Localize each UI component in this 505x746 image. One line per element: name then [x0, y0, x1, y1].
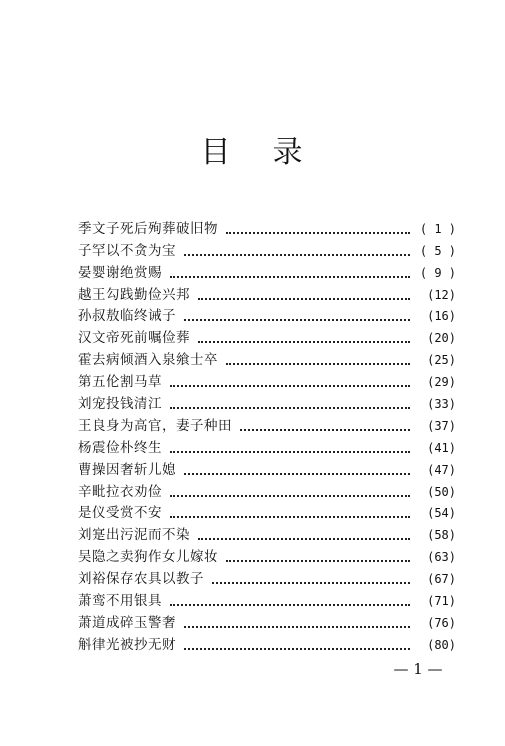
- toc-entry: [78, 501, 456, 523]
- toc-entry-page: (80): [427, 637, 456, 652]
- page-number: — 1 —: [393, 660, 443, 678]
- toc-dot-leader: [226, 560, 410, 562]
- title-char-2: 录: [272, 135, 305, 170]
- toc-entry-page: (41): [427, 440, 456, 455]
- toc-entry: [78, 391, 456, 413]
- toc-entry-page: (25): [427, 353, 456, 368]
- toc-entry-page: (12): [427, 287, 456, 302]
- toc-entry: [78, 282, 456, 304]
- toc-entry: [78, 566, 456, 588]
- toc-entry-title: 杨震俭朴终生: [78, 439, 162, 456]
- toc-entry-title: 吴隐之卖狗作女儿嫁妆: [78, 549, 218, 566]
- toc-entry-title: 曹操因奢斩儿媳: [78, 461, 176, 478]
- toc-entry: [78, 260, 456, 282]
- toc-dot-leader: [170, 407, 410, 409]
- toc-entry-title: 越王勾践勤俭兴邦: [78, 286, 190, 303]
- toc-entry-title: 刘宠投钱清江: [78, 396, 162, 413]
- page-title: [0, 136, 505, 170]
- toc-entry-page: ( 1 ): [419, 221, 456, 236]
- toc-entry-page: (20): [427, 331, 456, 346]
- toc-entry: [78, 238, 456, 260]
- toc-dot-leader: [198, 341, 410, 343]
- toc-entry-title: 斛律光被抄无财: [78, 636, 176, 653]
- toc-entry-title: 第五伦割马草: [78, 374, 162, 391]
- toc-entry-title: 刘寔出污泥而不染: [78, 527, 190, 544]
- toc-entry-title: 霍去病倾酒入泉飨士卒: [78, 352, 218, 369]
- toc-entry-title: 是仪受赏不安: [78, 505, 162, 522]
- toc-entry-title: 季文子死后殉葬破旧物: [78, 220, 218, 237]
- toc-entry-page: (71): [427, 594, 456, 609]
- toc-entry-page: (63): [427, 550, 456, 565]
- toc-entry: [78, 544, 456, 566]
- toc-entry: [78, 457, 456, 479]
- toc-entry-page: (29): [427, 375, 456, 390]
- toc-entry-title: 王良身为高官，妻子种田: [78, 417, 232, 434]
- toc-entry-title: 辛毗拉衣劝俭: [78, 483, 162, 500]
- toc-dot-leader: [170, 276, 410, 278]
- toc-entry-page: (76): [427, 615, 456, 630]
- toc-dot-leader: [170, 604, 410, 606]
- toc-dot-leader: [198, 298, 410, 300]
- toc-entry: [78, 413, 456, 435]
- toc-entry: [78, 588, 456, 610]
- toc-entry: [78, 632, 456, 654]
- toc-entry-page: (50): [427, 484, 456, 499]
- toc-entry-page: (16): [427, 309, 456, 324]
- toc-dot-leader: [184, 319, 410, 321]
- toc-dot-leader: [170, 451, 410, 453]
- toc-dot-leader: [184, 626, 410, 628]
- toc-entry-page: (33): [427, 397, 456, 412]
- toc-entry: [78, 369, 456, 391]
- toc-entry-page: (47): [427, 462, 456, 477]
- toc-entry-title: 孙叔敖临终诫子: [78, 308, 176, 325]
- toc-entry-title: 萧鸾不用银具: [78, 593, 162, 610]
- toc-dot-leader: [184, 473, 410, 475]
- toc-entry-page: (67): [427, 572, 456, 587]
- toc-dot-leader: [170, 495, 410, 497]
- toc-entry-page: (54): [427, 506, 456, 521]
- toc-entry: [78, 479, 456, 501]
- toc-entry-title: 萧道成碎玉警奢: [78, 614, 176, 631]
- toc-entry: [78, 325, 456, 347]
- table-of-contents: [78, 216, 456, 654]
- toc-dot-leader: [212, 582, 410, 584]
- toc-entry: [78, 304, 456, 326]
- toc-entry-title: 晏婴谢绝赏赐: [78, 264, 162, 281]
- toc-entry: [78, 610, 456, 632]
- toc-entry-title: 刘裕保存农具以教子: [78, 571, 204, 588]
- toc-entry-page: (58): [427, 528, 456, 543]
- toc-dot-leader: [226, 363, 410, 365]
- toc-entry-title: 子罕以不贪为宝: [78, 242, 176, 259]
- toc-dot-leader: [184, 648, 410, 650]
- title-char-1: 目: [200, 135, 233, 170]
- toc-entry-title: 汉文帝死前嘱俭葬: [78, 330, 190, 347]
- toc-dot-leader: [240, 429, 410, 431]
- toc-dot-leader: [226, 232, 410, 234]
- toc-entry: [78, 216, 456, 238]
- toc-dot-leader: [184, 254, 410, 256]
- toc-dot-leader: [198, 538, 410, 540]
- toc-dot-leader: [170, 385, 410, 387]
- toc-entry-page: (37): [427, 418, 456, 433]
- toc-entry-page: ( 9 ): [419, 265, 456, 280]
- toc-entry-page: ( 5 ): [419, 243, 456, 258]
- toc-entry: [78, 435, 456, 457]
- toc-dot-leader: [170, 516, 410, 518]
- toc-entry: [78, 347, 456, 369]
- toc-entry: [78, 522, 456, 544]
